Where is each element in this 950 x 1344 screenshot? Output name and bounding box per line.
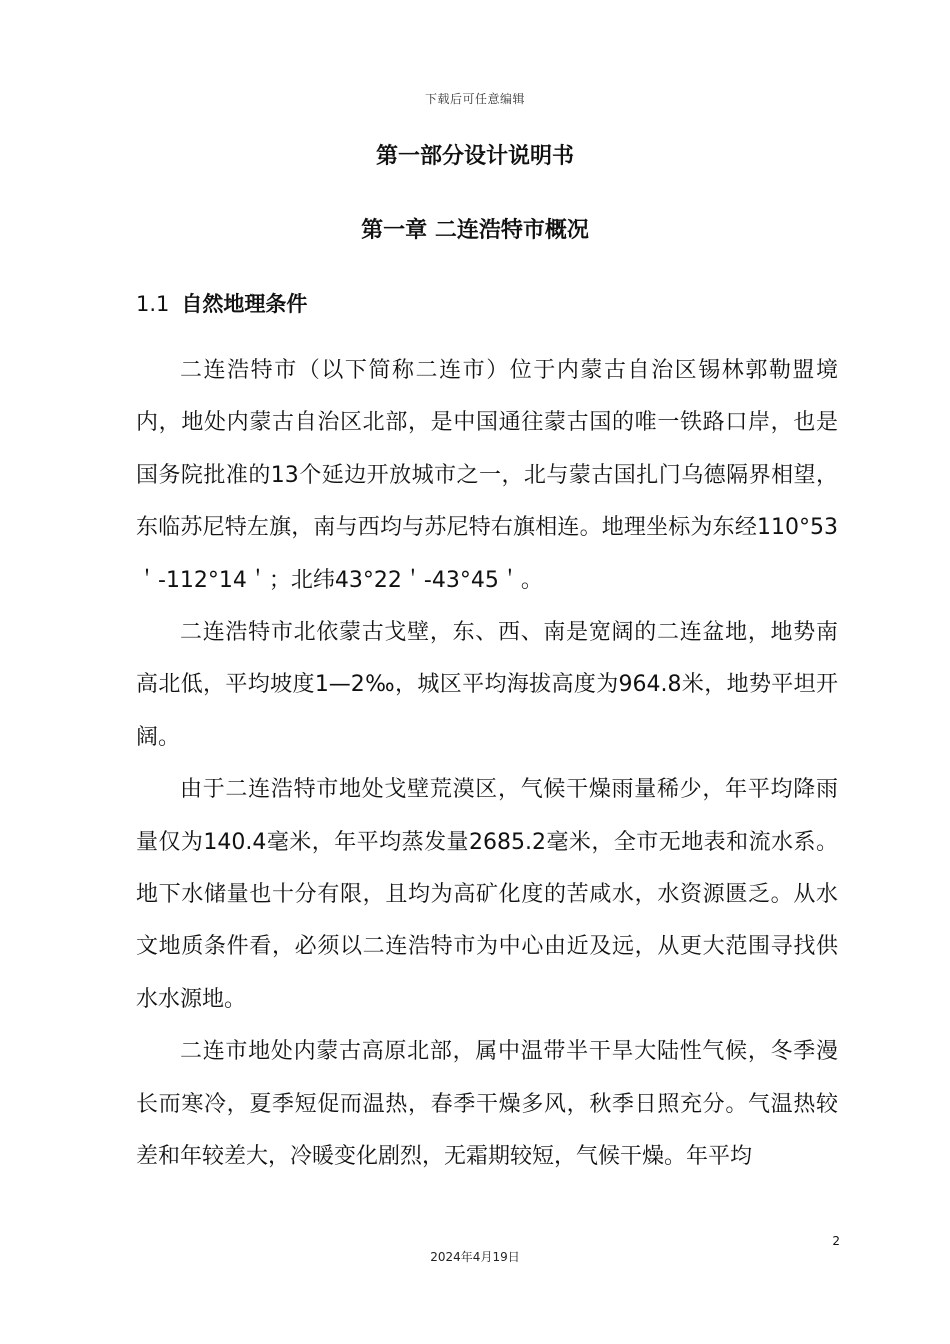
chapter-title: 第一章 二连浩特市概况 <box>361 218 589 243</box>
paragraph-water: 由于二连浩特市地处戈壁荒漠区，气候干燥雨量稀少，年平均降雨量仅为140.4毫米，年平均蒸发量2685.2毫米，全市无地表和流水系。地下水储量也十分有限，且均为高矿化度的苦咸水，水资源匮乏。从水文地质条件看，必须以二连浩特市为中心由近及远，从更大范围寻找供水水源地。 <box>136 777 838 1012</box>
section-number: 1.1 <box>136 292 170 316</box>
page-header: 下载后可任意编辑 <box>424 92 525 106</box>
page-number: 2 <box>832 1234 840 1248</box>
section-heading <box>136 288 307 318</box>
section-title: 自然地理条件 <box>181 292 308 316</box>
paragraph-terrain: 二连浩特市北依蒙古戈壁，东、西、南是宽阔的二连盆地，地势南高北低，平均坡度1—2‰，城区平均海拔高度为964.8米，地势平坦开阔。 <box>136 620 838 750</box>
page-footer-date: 2024年4月19日 <box>430 1250 520 1264</box>
paragraph-location: 二连浩特市（以下简称二连市）位于内蒙古自治区锡林郭勒盟境内，地处内蒙古自治区北部，是中国通往蒙古国的唯一铁路口岸，也是国务院批准的13个延边开放城市之一，北与蒙古国扎门乌德隔界相望，东临苏尼特左旗，南与西均与苏尼特右旗相连。地理坐标为东经110°53＇-112°14＇；北纬43°22＇-43°45＇。 <box>136 358 838 593</box>
part-title: 第一部分设计说明书 <box>375 144 574 169</box>
document-body <box>136 345 838 1184</box>
paragraph-climate: 二连市地处内蒙古高原北部，属中温带半干旱大陆性气候，冬季漫长而寒冷，夏季短促而温热，春季干燥多风，秋季日照充分。气温热较差和年较差大，冷暖变化剧烈，无霜期较短，气候干燥。年平均 <box>136 1039 838 1170</box>
